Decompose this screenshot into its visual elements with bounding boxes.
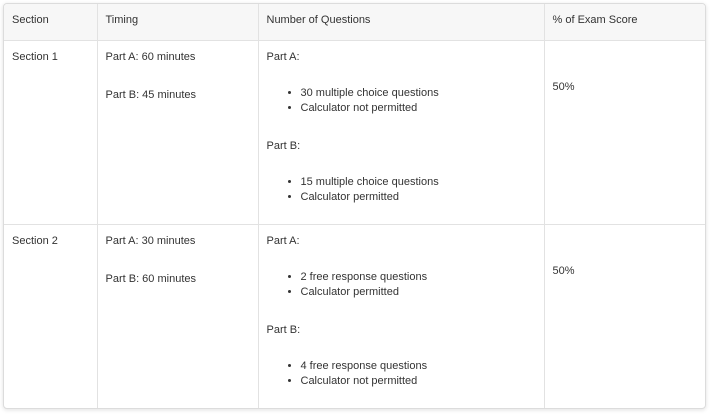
score-cell xyxy=(544,224,705,408)
score-value: 50% xyxy=(552,80,575,93)
timing-part-b: Part B: 45 minutes xyxy=(105,88,196,101)
section-cell xyxy=(4,224,97,408)
header-percent-exam-score: % of Exam Score xyxy=(544,4,705,40)
table-header-row xyxy=(4,4,705,40)
part-b-list xyxy=(267,175,536,205)
exam-structure-table xyxy=(4,4,705,408)
header-number-of-questions: Number of Questions xyxy=(258,4,544,40)
section-name: Section 1 xyxy=(12,50,58,63)
table-row xyxy=(4,224,705,408)
timing-part-a: Part A: 30 minutes xyxy=(105,234,196,247)
list-item: • Calculator not permitted xyxy=(301,101,536,116)
exam-structure-table-container xyxy=(3,3,706,409)
part-a-label: Part A: xyxy=(266,234,300,247)
part-a-label: Part A: xyxy=(266,50,300,63)
header-timing: Timing xyxy=(97,4,258,40)
part-b-list xyxy=(267,359,536,389)
list-item: • 15 multiple choice questions xyxy=(301,175,536,190)
list-item: • 4 free response questions xyxy=(301,359,536,374)
part-a-list xyxy=(267,86,536,116)
part-a-list xyxy=(267,270,536,300)
questions-cell xyxy=(258,224,544,408)
part-b-label: Part B: xyxy=(266,323,301,336)
timing-part-a: Part A: 60 minutes xyxy=(105,50,196,63)
list-item: • Calculator permitted xyxy=(301,285,536,300)
timing-cell xyxy=(97,224,258,408)
questions-cell xyxy=(258,40,544,224)
section-name: Section 2 xyxy=(12,234,58,247)
table-row xyxy=(4,40,705,224)
score-cell xyxy=(544,40,705,224)
list-item: • 30 multiple choice questions xyxy=(301,86,536,101)
list-item: • Calculator permitted xyxy=(301,190,536,205)
score-value: 50% xyxy=(552,264,575,277)
part-b-label: Part B: xyxy=(266,139,301,152)
section-cell xyxy=(4,40,97,224)
list-item: • 2 free response questions xyxy=(301,270,536,285)
list-item: • Calculator not permitted xyxy=(301,374,536,389)
timing-cell xyxy=(97,40,258,224)
timing-part-b: Part B: 60 minutes xyxy=(105,272,196,285)
header-section: Section xyxy=(4,4,97,40)
